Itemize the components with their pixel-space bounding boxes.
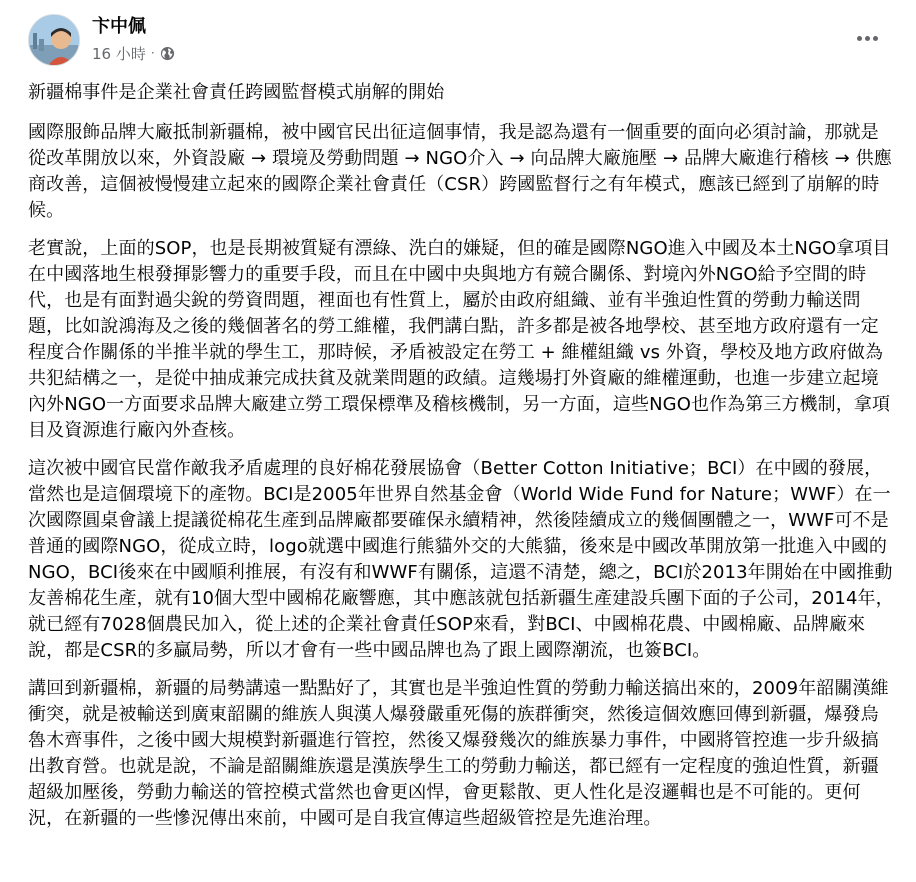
post-paragraph: 講回到新疆棉，新疆的局勢講遠一點點好了，其實也是半強迫性質的勞動力輸送搞出來的，2009年韶關漢維衝突，就是被輸送到廣東韶關的維族人與漢人爆發嚴重死傷的族群衝突，然後這個效應回傳到新疆，爆發烏魯木齊事件，之後中國大規模對新疆進行管控，然後又爆發幾次的維族暴力事件，中國將管控進一步升級搞出教育營。也就是說，不論是韶關維族還是漢族學生工的勞動力輸送，都已經有一定程度的強迫性質，新疆超級加壓後，勞動力輸送的管控模式當然也會更凶悍，會更鬆散、更人性化是沒邏輯也是不可能的。更何況，在新疆的一些慘況傳出來前，中國可是自我宣傳這些超級管控是先進治理。 bbox=[28, 678, 889, 829]
post-meta bbox=[92, 42, 175, 64]
post-header bbox=[28, 14, 896, 70]
post-paragraph-title: 新疆棉事件是企業社會責任跨國監督模式崩解的開始 bbox=[28, 82, 445, 103]
dot bbox=[873, 36, 878, 41]
author-name[interactable]: 卞中佩 bbox=[92, 16, 146, 37]
post-content bbox=[28, 80, 894, 844]
author-avatar[interactable] bbox=[28, 14, 80, 66]
post-paragraph: 老實說，上面的SOP，也是長期被質疑有漂綠、洗白的嫌疑，但的確是國際NGO進入中國及本土NGO拿項目在中國落地生根發揮影響力的重要手段，而且在中國中央與地方有競合關係、對境內外NGO給予空間的時代，也是有面對過尖銳的勞資問題，裡面也有性質上，屬於由政府組織、並有半強迫性質的勞動力輸送問題，比如說鴻海及之後的幾個著名的勞工維權，我們講白點，許多都是被各地學校、甚至地方政府還有一定程度合作關係的半推半就的學生工，那時候，矛盾被設定在勞工 + 維權組織 vs 外資，學校及地方政府做為共犯結構之一，是從中抽成兼完成扶貧及就業問題的政績。這幾場打外資廠的維權運動，也進一步建立起境內外NGO一方面要求品牌大廠建立勞工環保標準及稽核機制，另一方面，這些NGO也作為第三方機制，拿項目及資源進行廠內外查核。 bbox=[28, 238, 891, 441]
post-paragraph: 這次被中國官民當作敵我矛盾處理的良好棉花發展協會（Better Cotton Initiative；BCI）在中國的發展，當然也是這個環境下的產物。BCI是2005年世界自然基金會（World Wide Fund for Nature；WWF）在一次國際圓桌會議上提議從棉花生產到品牌廠都要確保永續精神，然後陸續成立的幾個團體之一，WWF可不是普通的國際NGO，從成立時，logo就選中國進行熊貓外交的大熊貓，後來是中國改革開放第一批進入中國的NGO，BCI後來在中國順利推展，有沒有和WWF有關係，這還不清楚，總之，BCI於2013年開始在中國推動友善棉花生產，就有10個大型中國棉花廠響應，其中應該就包括新疆生產建設兵團下面的子公司，2014年，就已經有7028個農民加入，從上述的企業社會責任SOP來看，對BCI、中國棉花農、中國棉廠、品牌廠來說，都是CSR的多贏局勢，所以才會有一些中國品牌也為了跟上國際潮流，也簽BCI。 bbox=[28, 458, 894, 661]
globe-icon[interactable] bbox=[160, 46, 175, 61]
post-timestamp[interactable]: 16 小時 bbox=[92, 44, 146, 63]
dot bbox=[865, 36, 870, 41]
post-paragraph: 國際服飾品牌大廠抵制新疆棉，被中國官民出征這個事情，我是認為還有一個重要的面向必須討論，那就是從改革開放以來，外資設廠 → 環境及勞動問題 → NGO介入 → 向品牌大廠施壓 → 品牌大廠進行稽核 → 供應商改善，這個被慢慢建立起來的國際企業社會責任（CSR）跨國監督行之有年模式，應該已經到了崩解的時候。 bbox=[28, 122, 892, 221]
dot bbox=[857, 36, 862, 41]
avatar-photo bbox=[29, 15, 80, 66]
more-options-icon[interactable] bbox=[852, 28, 882, 48]
meta-separator: · bbox=[150, 46, 155, 60]
